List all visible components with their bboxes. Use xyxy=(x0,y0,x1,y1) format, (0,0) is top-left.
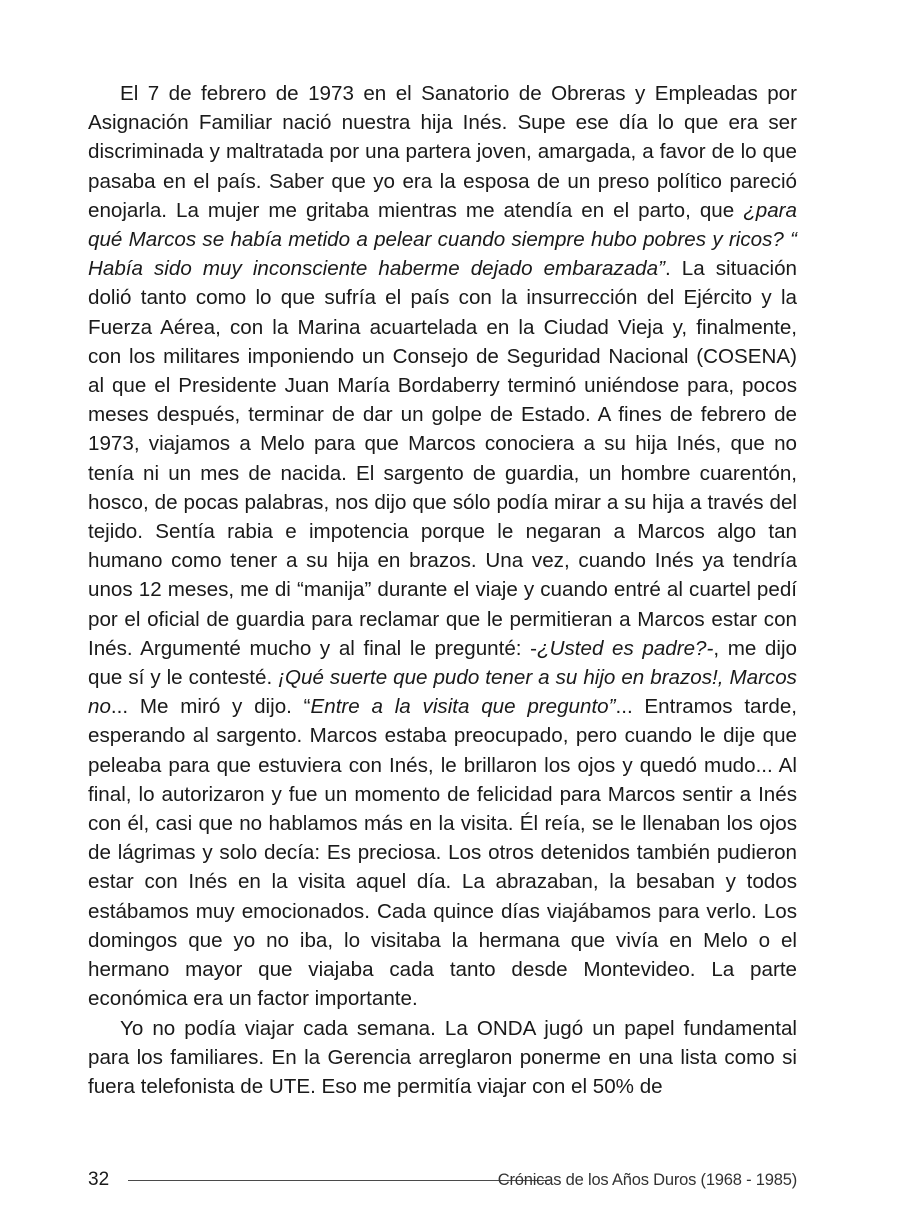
page-number: 32 xyxy=(88,1169,110,1190)
running-title: Crónicas de los Años Duros (1968 - 1985) xyxy=(497,1171,797,1189)
italic-segment: ¡Qué suerte que pudo tener a su hijo en brazos!, Marcos no xyxy=(88,666,797,719)
text-segment: . La situación dolió tanto como lo que sufría el país con la insurrección del Ejército y la Fuerza Aérea, con la Marina acuartelada en la Ciudad Vieja y, finalmente, con los militares imponiendo un Consejo de Seguridad Nacional (COSENA) al que el Presidente Juan María Bordaberry terminó uniéndose para, pocos meses después, terminar de dar un golpe de Estado. A fines de febrero de 1973, viajamos a Melo para que Marcos conociera a su hija Inés, que no tenía ni un mes de nacida. El sargento de guardia, un hombre cuarentón, hosco, de pocas palabras, nos dijo que sólo podía mirar a su hija a través del tejido. Sentía rabia e impotencia porque le negaran a Marcos algo tan humano como tener a su hija en brazos. Una vez, cuando Inés ya tendría unos 12 meses, me di “manija” durante el viaje y cuando entré al cuartel pedí por el oficial de guardia para reclamar que le permitieran a Marcos estar con Inés. Argumenté mucho y al final le pregunté: - xyxy=(88,257,797,660)
text-segment: El 7 de febrero de 1973 en el Sanatorio de Obreras y Empleadas por Asignación Familiar nació nuestra hija Inés. Supe ese día lo que era ser discriminada y maltratada por una partera joven, amargada, a favor de lo que pasaba en el país. Saber que yo era la esposa de un preso político pareció enojarla. La mujer me gritaba mientras me atendía en el parto, que xyxy=(88,82,797,222)
text-segment: Yo no podía viajar cada semana. La ONDA jugó un papel fundamental para los familiares. En la Gerencia arreglaron ponerme en una lista como si fuera telefonista de UTE. Eso me permitía viajar con el 50% de xyxy=(88,1016,797,1098)
paragraph-2 xyxy=(88,1014,797,1102)
page-footer xyxy=(88,1167,797,1193)
footer-rule xyxy=(128,1180,550,1181)
italic-segment: ¿para qué Marcos se había metido a pelear cuando siempre hubo pobres y ricos? “ Había sido muy inconsciente haberme dejado embarazada” xyxy=(88,198,797,281)
text-segment: ... Me miró y dijo. “ xyxy=(110,695,311,719)
page-body xyxy=(88,79,797,1101)
text-segment: ... Entramos tarde, esperando al sargento. Marcos estaba preocupado, pero cuando le dije que peleaba para que estuviera con Inés, le brillaron los ojos y quedó mudo... Al final, lo autorizaron y fue un momento de felicidad para Marcos sentir a Inés con él, casi que no hablamos más en la visita. Él reía, se le llenaban los ojos de lágrimas y solo decía: Es preciosa. Los otros detenidos también pudieron estar con Inés en la visita aquel día. La abrazaban, la besaban y todos estábamos muy emocionados. Cada quince días viajábamos para verlo. Los domingos que yo no iba, lo visitaba la hermana que vivía en Melo o el hermano mayor que viajaba cada tanto desde Montevideo. La parte económica era un factor importante. xyxy=(88,695,797,1011)
paragraph-1 xyxy=(88,79,797,1014)
italic-segment: Entre a la visita que pregunto” xyxy=(310,695,616,719)
text-segment: , me dijo que sí y le contesté. xyxy=(88,636,797,690)
italic-segment: ¿Usted es padre?- xyxy=(537,636,714,660)
